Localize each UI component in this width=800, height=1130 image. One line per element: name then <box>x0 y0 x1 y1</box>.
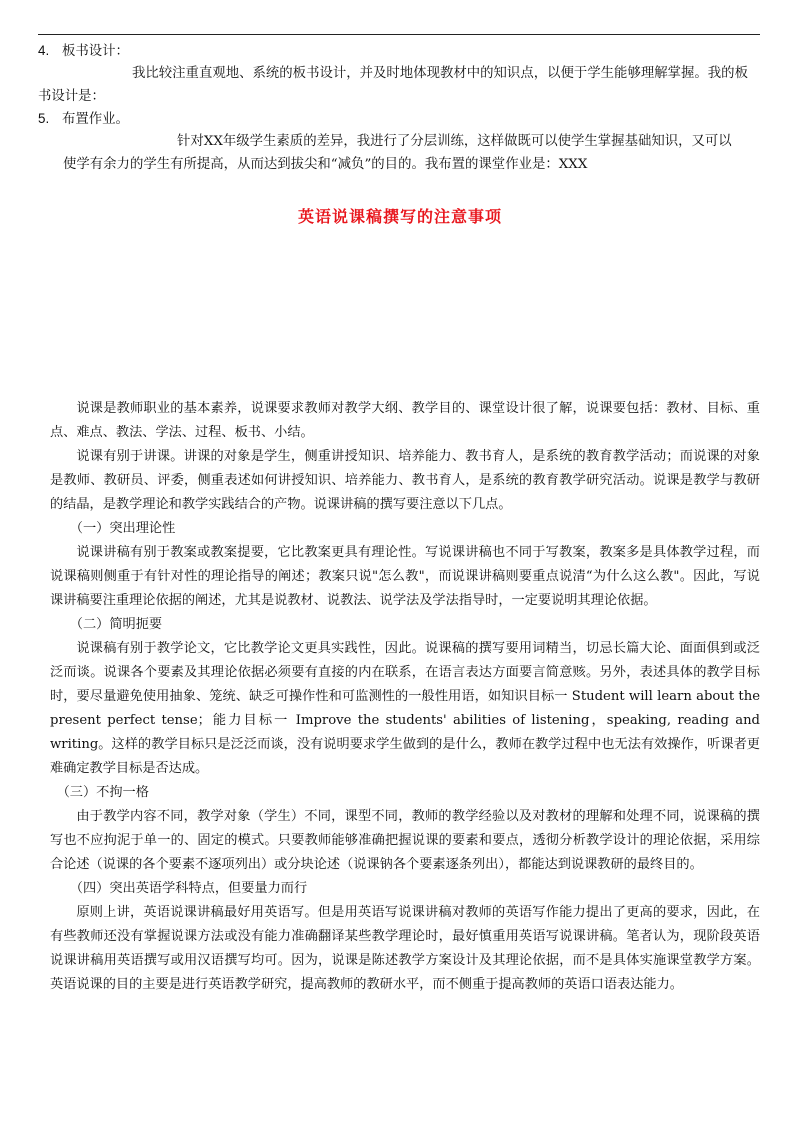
section-5-text-line1: 针对XX年级学生素质的差异，我进行了分层训练，这样做既可以使学生掌握基础知识，又可以 <box>177 134 732 149</box>
section-4-text-line2: 书设计是： <box>38 89 105 104</box>
section-5-text-line2: 使学有余力的学生有所提高，从而达到拔尖和“减负”的目的。我布置的课堂作业是：XXX <box>63 157 588 172</box>
paragraph: 说课是教师职业的基本素养，说课要求教师对教学大纲、教学目的、课堂设计很了解，说课要包括：教材、目标、重点、难点、教法、学法、过程、板书、小结。 <box>50 401 760 440</box>
section-heading: （二）简明扼要 <box>69 617 163 632</box>
section-5-heading: 5. 布置作业。 <box>38 111 129 127</box>
section-4-heading: 4. 板书设计： <box>38 43 129 59</box>
paragraph: 原则上讲，英语说课讲稿最好用英语写。但是用英语写说课讲稿对教师的英语写作能力提出了更高的要求，因此，在有些教师还没有掌握说课方法或没有能力准确翻译某些教学理论时，最好慎重用英语写说课讲稿。笔者认为，现阶段英语说课讲稿用英语撰写或用汉语撰写均可。因为，说课是陈述教学方案设计及其理论依据，而不是具体实施课堂教学方案。英语说课的目的主要是进行英语教学研究，提高教师的教研水平，而不侧重于提高教师的英语口语表达能力。 <box>50 905 760 992</box>
section-heading: （四）突出英语学科特点，但要量力而行 <box>69 881 308 896</box>
paragraph: 说课有别于讲课。讲课的对象是学生，侧重讲授知识、培养能力、教书育人，是系统的教育教学活动；而说课的对象是教师、教研员、评委，侧重表述如何讲授知识、培养能力、教书育人，是系统的教育教学研究活动。说课是教学与教研的结晶，是教学理论和教学实践结合的产物。说课讲稿的撰写要注意以下几点。 <box>50 449 760 512</box>
section-heading: （一）突出理论性 <box>69 521 176 536</box>
paragraph: 说课讲稿有别于教案或教案提要，它比教案更具有理论性。写说课讲稿也不同于写教案，教案多是具体教学过程，而说课稿则侧重于有针对性的理论指导的阐述；教案只说"怎么教"，而说课讲稿则要重点说清“为什么这么教"。因此，写说课讲稿要注重理论依据的阐述，尤其是说教材、说教法、说学法及学法指导时，一定要说明其理论依据。 <box>50 545 760 608</box>
paragraph: 说课稿有别于教学论文，它比教学论文更具实践性，因此。说课稿的撰写要用词精当，切忌长篇大论、面面俱到或泛泛而谈。说课各个要素及其理论依据必须要有直接的内在联系，在语言表达方面要言简意赅。另外，表述具体的教学目标时，要尽量避免使用抽象、笼统、缺乏可操作性和可监测性的一般性用语，如知识目标一 Student will learn about the present perfect tense；能力目标一 Improve the students' abilities of listening，speaking, reading and writing。这样的教学目标只是泛泛而谈，没有说明要求学生做到的是什么，教师在教学过程中也无法有效操作，听课者更难确定教学目标是否达成。 <box>50 641 760 776</box>
article-body <box>50 397 760 997</box>
paragraph: 由于教学内容不同，教学对象（学生）不同，课型不同，教师的教学经验以及对教材的理解和处理不同，说课稿的撰写也不应拘泥于单一的、固定的模式。只要教师能够准确把握说课的要素和要点，透彻分析教学设计的理论依据，采用综合论述（说课的各个要素不逐项列出）或分块论述（说课钠各个要素逐条列出），都能达到说课教研的最终目的。 <box>50 809 760 872</box>
section-4-text-line1: 我比较注重直观地、系统的板书设计，并及时地体现教材中的知识点，以便于学生能够理解掌握。我的板 <box>132 66 748 81</box>
section-heading: （三）不拘一格 <box>56 785 149 800</box>
header-rule <box>38 34 760 35</box>
article-title: 英语说课稿撰写的注意事项 <box>297 207 502 226</box>
